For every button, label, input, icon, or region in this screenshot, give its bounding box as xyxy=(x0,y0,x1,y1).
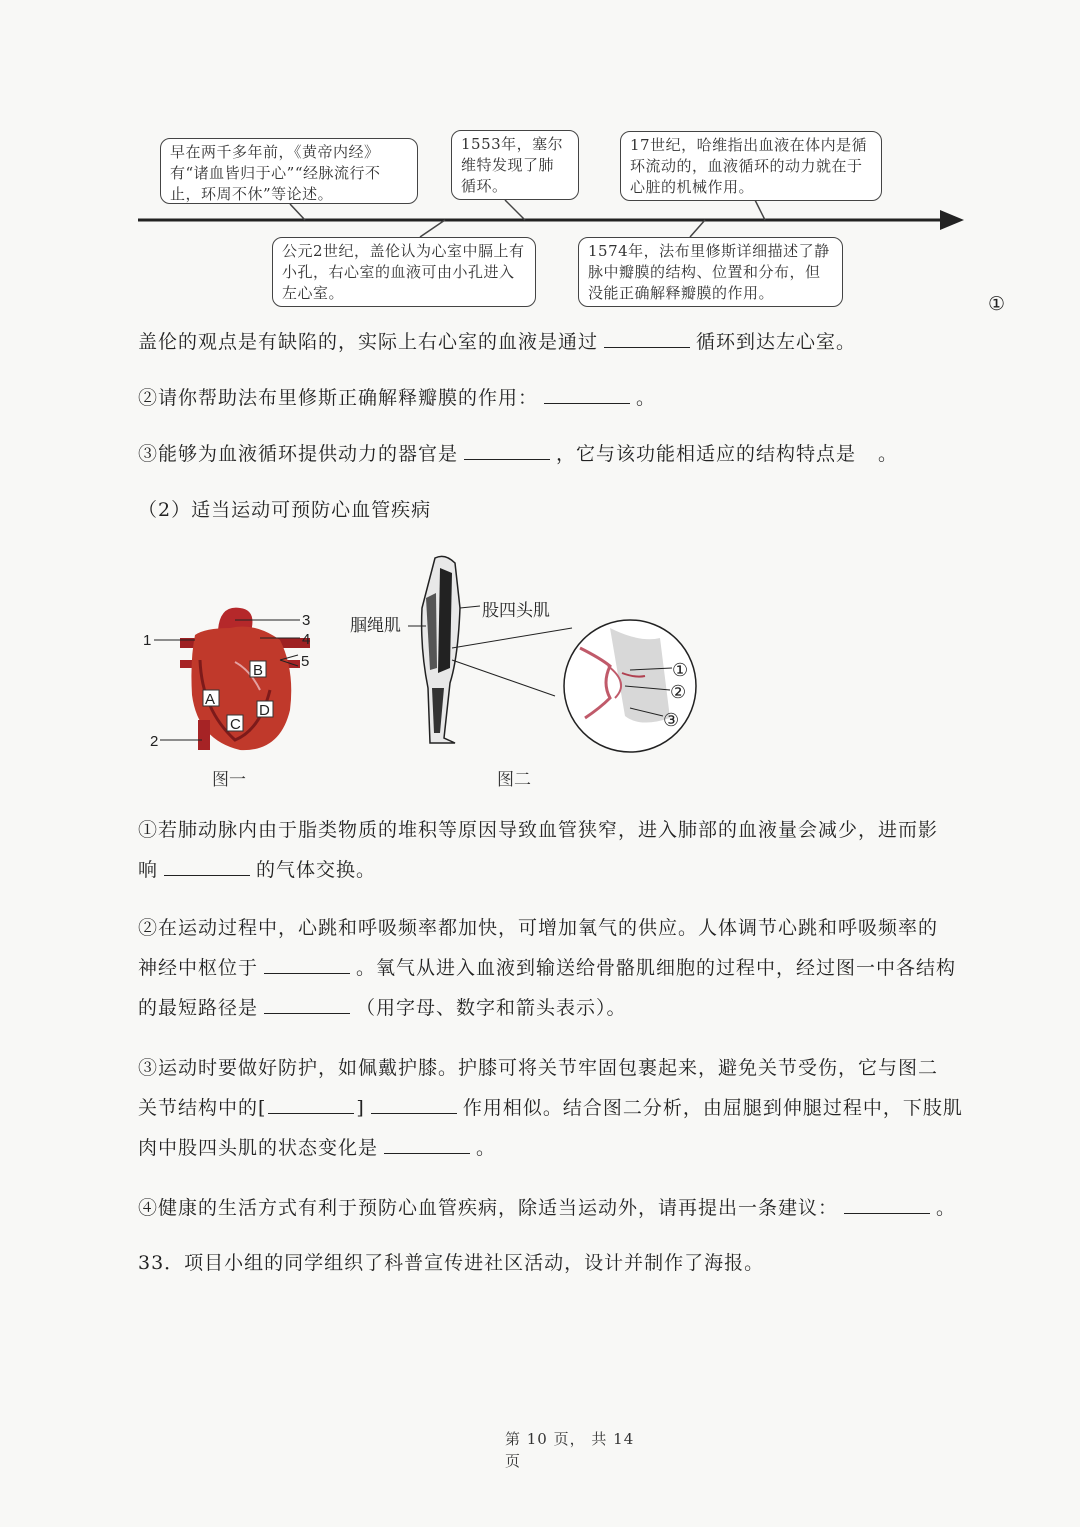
answer-blank-structure-name[interactable] xyxy=(371,1091,457,1114)
heart-label-4: 4 xyxy=(302,631,311,648)
question-33: 33．项目小组的同学组织了科普宣传进社区活动，设计并制作了海报。 xyxy=(138,1252,765,1274)
q2-para4: ④健康的生活方式有利于预防心血管疾病，除适当运动外，请再提出一条建议： 。 xyxy=(138,1188,1018,1228)
q2-para2: ②在运动过程中，心跳和呼吸频率都加快，可增加氧气的供应。人体调节心跳和呼吸频率的 神经中枢位于 。氧气从进入血液到输送给骨骼肌细胞的过程中，经过图一中各结构 的最短路径是 （用字母、数字和箭头表示）。 xyxy=(138,917,957,1019)
heart-label-2: 2 xyxy=(150,733,159,750)
chamber-A: A xyxy=(205,691,216,708)
timeline-event-fabricius: 1574年，法布里修斯详细描述了静脉中瓣膜的结构、位置和分布，但没能正确解释瓣膜的作用。 xyxy=(578,237,843,307)
heart-label-5: 5 xyxy=(301,653,310,670)
page-number-suffix: 页 xyxy=(505,1452,522,1470)
answer-blank-suggestion[interactable] xyxy=(844,1191,930,1214)
chamber-B: B xyxy=(253,662,264,679)
q2-para3: ③运动时要做好防护，如佩戴护膝。护膝可将关节牢固包裹起来，避免关节受伤，它与图二 关节结构中的[ ] 作用相似。结合图二分析，由屈腿到伸腿过程中，下肢肌 肉中股四头肌的状态变化是 。 xyxy=(138,1057,963,1159)
timeline-event-huangdi: 早在两千多年前，《黄帝内经》有“诸血皆归于心”“经脉流行不止，环周不休”等论述。 xyxy=(160,138,418,204)
heart-label-1: 1 xyxy=(143,632,152,649)
answer-blank-gas-exchange[interactable] xyxy=(164,853,250,876)
q1-line3: ③能够为血液循环提供动力的器官是 ，它与该功能相适应的结构特点是 。 xyxy=(138,434,1018,474)
section2-title: （2）适当运动可预防心血管疾病 xyxy=(138,499,432,521)
label-quadriceps: 股四头肌 xyxy=(482,601,550,621)
heart-label-3: 3 xyxy=(302,612,311,629)
answer-blank-circulation[interactable] xyxy=(604,325,690,348)
answer-blank-structure-number[interactable] xyxy=(268,1091,354,1114)
q1-marker: ① xyxy=(988,293,1006,315)
page-number: 第 10 页， 共 14 xyxy=(505,1430,635,1448)
figure2-leg xyxy=(340,548,710,763)
answer-blank-organ[interactable] xyxy=(464,437,550,460)
answer-blank-muscle-change[interactable] xyxy=(384,1131,470,1154)
chamber-C: C xyxy=(230,716,241,733)
q1-line2: ②请你帮助法布里修斯正确解释瓣膜的作用： 。 xyxy=(138,378,1018,418)
figure1-heart xyxy=(140,600,320,760)
label-hamstring: 腘绳肌 xyxy=(350,616,401,636)
timeline-arrowhead xyxy=(940,210,964,230)
joint-label-1: ① xyxy=(672,660,689,681)
joint-label-2: ② xyxy=(670,682,687,703)
chamber-D: D xyxy=(259,702,270,719)
timeline-event-galen: 公元2世纪，盖伦认为心室中膈上有小孔，右心室的血液可由小孔进入左心室。 xyxy=(272,237,536,307)
answer-blank-shortest-path[interactable] xyxy=(264,991,350,1014)
answer-blank-nerve-center[interactable] xyxy=(264,951,350,974)
timeline-event-servetus: 1553年，塞尔维特发现了肺循环。 xyxy=(451,130,579,200)
timeline-event-harvey: 17世纪，哈维指出血液在体内是循环流动的，血液循环的动力就在于心脏的机械作用。 xyxy=(620,131,882,201)
joint-label-3: ③ xyxy=(663,710,680,731)
figure1-caption: 图一 xyxy=(212,770,246,790)
q1-line1: 盖伦的观点是有缺陷的，实际上右心室的血液是通过 循环到达左心室。 xyxy=(138,322,1018,362)
figure2-caption: 图二 xyxy=(497,770,531,790)
q2-para1: ①若肺动脉内由于脂类物质的堆积等原因导致血管狭窄，进入肺部的血液量会减少，进而影 响 的气体交换。 xyxy=(138,819,939,881)
answer-blank-valve[interactable] xyxy=(544,381,630,404)
